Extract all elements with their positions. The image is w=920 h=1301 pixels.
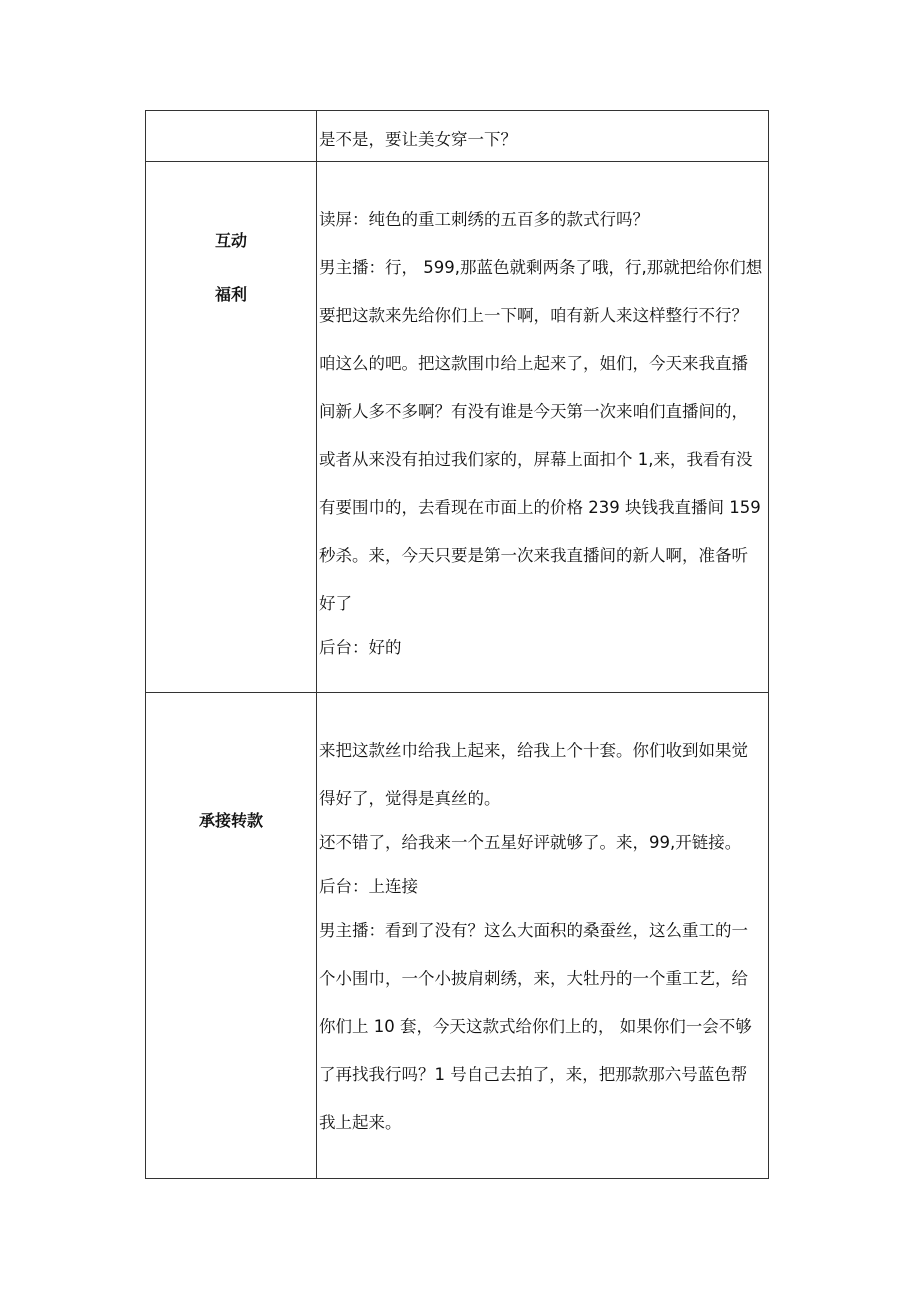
script-line: 男主播：行， 599,那蓝色就剩两条了哦，行,那就把给你们想 (319, 258, 763, 277)
script-text-cell (317, 162, 769, 693)
segment-label-line: 互动 (214, 231, 247, 250)
segment-label-line: 福利 (214, 285, 247, 304)
script-line: 了再找我行吗？1 号自己去拍了，来，把那款那六号蓝色帮 (319, 1065, 748, 1084)
script-line: 或者从来没有拍过我们家的，屏幕上面扣个 1,来，我看有没 (319, 450, 753, 469)
script-line: 秒杀。来，今天只要是第一次来我直播间的新人啊，准备听 (319, 546, 748, 565)
segment-label (146, 228, 316, 308)
segment-label-cell (146, 162, 317, 693)
table-row (146, 162, 769, 693)
script-line: 后台：上连接 (319, 877, 418, 896)
script-line: 是不是，要让美女穿一下？ (319, 130, 517, 149)
script-line: 来把这款丝巾给我上起来，给我上个十套。你们收到如果觉 (319, 741, 748, 760)
table-row (146, 693, 769, 1179)
script-line: 得好了，觉得是真丝的。 (319, 789, 501, 808)
script-line: 个小围巾，一个小披肩刺绣，来，大牡丹的一个重工艺，给 (319, 969, 748, 988)
script-line: 男主播：看到了没有？这么大面积的桑蚕丝，这么重工的一 (319, 921, 748, 940)
script-text-cell (317, 111, 769, 162)
script-table (145, 110, 769, 1179)
script-line: 读屏：纯色的重工刺绣的五百多的款式行吗？ (319, 210, 649, 229)
script-line: 你们上 10 套，今天这款式给你们上的， 如果你们一会不够 (319, 1017, 752, 1036)
script-line: 好了 (319, 594, 352, 613)
script-line: 后台：好的 (319, 638, 402, 657)
script-line: 咱这么的吧。把这款围巾给上起来了，姐们，今天来我直播 (319, 354, 748, 373)
script-text-cell (317, 693, 769, 1179)
segment-label-cell (146, 111, 317, 162)
table-row (146, 111, 769, 162)
script-line: 有要围巾的，去看现在市面上的价格 239 块钱我直播间 159 (319, 498, 761, 517)
script-line: 我上起来。 (319, 1113, 402, 1132)
script-line: 间新人多不多啊？有没有谁是今天第一次来咱们直播间的， (319, 402, 748, 421)
segment-label-cell (146, 693, 317, 1179)
segment-label-line: 承接转款 (198, 811, 263, 830)
script-line: 要把这款来先给你们上一下啊，咱有新人来这样整行不行？ (319, 306, 748, 325)
segment-label (146, 808, 316, 834)
script-line: 还不错了，给我来一个五星好评就够了。来，99,开链接。 (319, 833, 742, 852)
